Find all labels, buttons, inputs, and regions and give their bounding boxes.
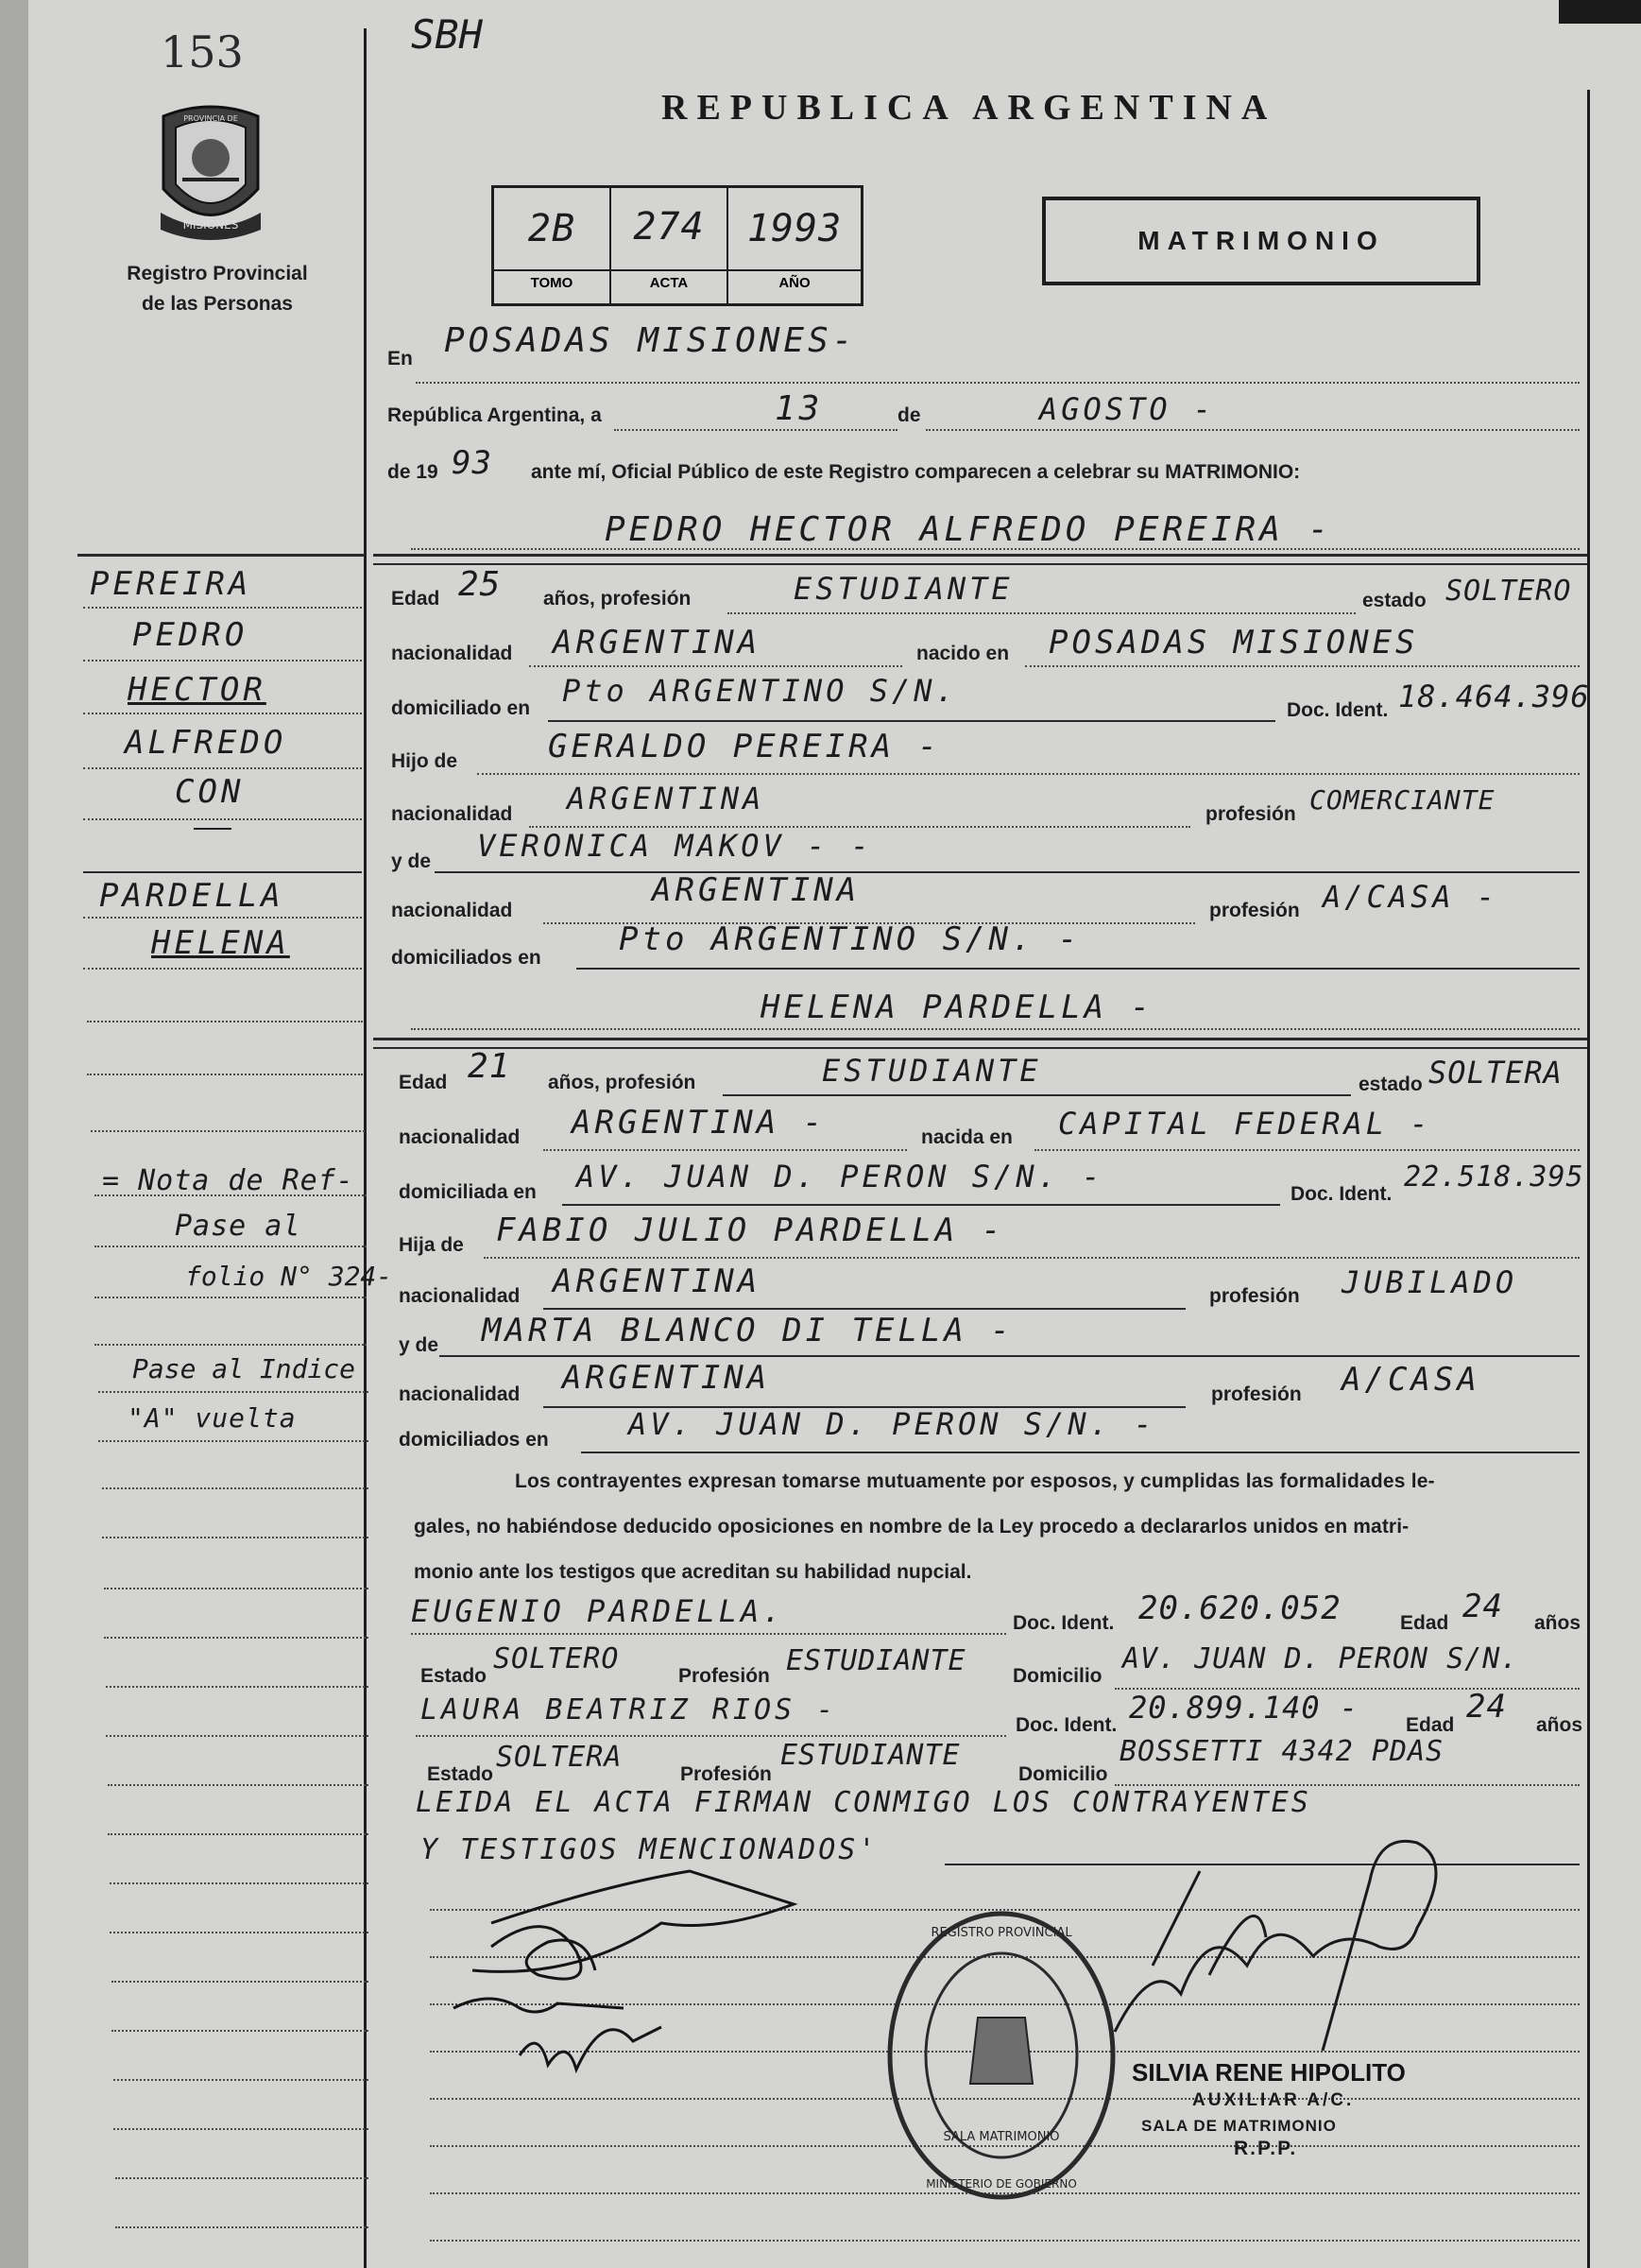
bride-father: FABIO JULIO PARDELLA - [496, 1211, 1005, 1249]
label: Profesión [678, 1665, 770, 1687]
witness-2-age: 24 [1466, 1688, 1507, 1726]
bride-mother-profession: A/CASA [1342, 1361, 1480, 1399]
margin-con: CON [175, 773, 245, 811]
groom-profession: ESTUDIANTE [794, 571, 1014, 607]
bride-father-profession: JUBILADO [1342, 1264, 1518, 1300]
corner-shadow [1559, 0, 1641, 24]
label: nacionalidad [391, 900, 513, 921]
dotted-line [94, 1297, 367, 1298]
solid-line [435, 871, 1580, 873]
dotted-line [411, 548, 1580, 550]
official-dept: SALA DE MATRIMONIO [1141, 2117, 1337, 2135]
country-title: REPUBLICA ARGENTINA [661, 88, 1277, 128]
dotted-line [1034, 1149, 1580, 1151]
margin-surname-2: PARDELLA [99, 877, 284, 915]
dotted-line [111, 1981, 368, 1983]
groom-full-name: PEDRO HECTOR ALFREDO PEREIRA - [605, 510, 1333, 549]
dotted-line [83, 660, 362, 662]
witness-2-status: SOLTERA [496, 1741, 623, 1774]
label: y de [391, 850, 432, 872]
groom-mother-nationality: ARGENTINA [652, 871, 861, 909]
label: años [1534, 1612, 1581, 1634]
witness-1-doc: 20.620.052 [1138, 1589, 1342, 1627]
label: nacionalidad [399, 1383, 521, 1405]
margin-name-4: HELENA [151, 924, 290, 962]
margin-note-4: Pase al Indice [132, 1353, 356, 1384]
party-signatures [435, 1866, 803, 2093]
bride-age: 21 [468, 1047, 511, 1086]
solid-line [581, 1452, 1580, 1453]
groom-father-profession: COMERCIANTE [1309, 784, 1496, 816]
official-role: AUXILIAR A/C. [1192, 2090, 1355, 2110]
witness-1-name: EUGENIO PARDELLA. [411, 1593, 785, 1629]
groom-father: GERALDO PEREIRA - [548, 728, 941, 765]
declaration-line-1: Los contrayentes expresan tomarse mutuamente por esposos, y cumplidas las formalidades le- [515, 1470, 1435, 1492]
de-label: de [897, 404, 921, 426]
witness-1-address: AV. JUAN D. PERON S/N. [1122, 1642, 1519, 1675]
section-rule [373, 1047, 1587, 1049]
ano-value: 1993 [746, 207, 843, 250]
label: Estado [420, 1665, 487, 1687]
dotted-line [83, 917, 362, 919]
dotted-line [1025, 665, 1580, 667]
bride-father-nationality: ARGENTINA [553, 1263, 761, 1300]
dotted-line [926, 429, 1580, 431]
bride-mother-nationality: ARGENTINA [562, 1359, 771, 1397]
section-rule [373, 1038, 1587, 1040]
label: profesión [1211, 1383, 1302, 1405]
label: Edad [1400, 1612, 1449, 1634]
label: Doc. Ident. [1016, 1714, 1118, 1736]
label: nacionalidad [399, 1126, 521, 1148]
margin-name-1: PEDRO [132, 616, 248, 654]
dotted-line [543, 1149, 907, 1151]
dotted-line [104, 1588, 368, 1589]
dotted-line [727, 612, 1356, 614]
dotted-line [87, 1021, 363, 1022]
dotted-line [115, 2177, 368, 2179]
dotted-line [83, 767, 362, 769]
document-type-box [1042, 197, 1480, 285]
label: y de [399, 1334, 439, 1356]
label: domiciliado en [391, 697, 531, 719]
groom-age: 25 [458, 565, 502, 604]
dotted-line [113, 2079, 368, 2081]
section-rule [373, 554, 1587, 557]
binding-edge [0, 0, 28, 2268]
label: Hija de [399, 1234, 464, 1256]
bride-profession: ESTUDIANTE [822, 1053, 1042, 1089]
record-box [491, 185, 863, 306]
dotted-line [102, 1537, 368, 1538]
witness-2-profession: ESTUDIANTE [780, 1739, 961, 1772]
label: Domicilio [1013, 1665, 1103, 1687]
margin-note-1: = Nota de Ref- [102, 1164, 354, 1197]
dotted-line [411, 1028, 1580, 1030]
place-value: POSADAS MISIONES- [444, 321, 857, 360]
label: nacionalidad [391, 803, 513, 825]
dotted-line [83, 607, 362, 609]
label: nacionalidad [399, 1285, 521, 1307]
label: Domicilio [1018, 1763, 1108, 1785]
acta-value: 274 [633, 205, 705, 249]
dotted-line [416, 382, 1580, 384]
label: Doc. Ident. [1291, 1183, 1393, 1205]
dotted-line [83, 818, 362, 820]
year-prefix: de 19 [387, 461, 438, 483]
en-label: En [387, 348, 413, 369]
document-type: MATRIMONIO [1137, 226, 1385, 255]
dotted-line [94, 1246, 367, 1247]
dotted-line [102, 1487, 368, 1489]
dotted-line [115, 2226, 368, 2228]
dotted-line [87, 1074, 363, 1075]
svg-text:SALA MATRIMONIO: SALA MATRIMONIO [943, 2130, 1060, 2144]
label: profesión [1209, 1285, 1300, 1307]
right-border [1587, 90, 1590, 2268]
margin-note-2: Pase al [175, 1210, 301, 1243]
solid-line [439, 1355, 1580, 1357]
groom-doc: 18.464.396 [1398, 679, 1590, 714]
bride-full-name: HELENA PARDELLA - [761, 988, 1154, 1026]
margin-surname-1: PEREIRA [90, 565, 252, 603]
bride-birthplace: CAPITAL FEDERAL - [1058, 1106, 1432, 1142]
witness-1-age: 24 [1462, 1588, 1503, 1625]
label: domiciliados en [391, 947, 541, 969]
tomo-value: 2B [527, 207, 576, 250]
statement-text: ante mí, Oficial Público de este Registro comparecen a celebrar su MATRIMONIO: [531, 461, 1301, 483]
witness-2-doc: 20.899.140 - [1129, 1690, 1359, 1726]
dotted-line [430, 2240, 1580, 2242]
official-name: SILVIA RENE HIPOLITO [1132, 2058, 1406, 2087]
dotted-line [484, 1257, 1580, 1259]
groom-civil-status: SOLTERO [1445, 575, 1572, 608]
solid-line [83, 871, 362, 873]
solid-line [543, 1308, 1186, 1310]
republic-label: República Argentina, a [387, 404, 602, 426]
section-rule [373, 563, 1587, 565]
label: nacionalidad [391, 643, 513, 664]
dotted-line [416, 1735, 1006, 1737]
declaration-line-3: monio ante los testigos que acreditan su habilidad nupcial. [414, 1561, 972, 1583]
office-name-line1: Registro Provincial [127, 263, 308, 284]
dotted-line [529, 665, 902, 667]
svg-text:PROVINCIA DE: PROVINCIA DE [183, 114, 238, 123]
groom-birthplace: POSADAS MISIONES [1049, 624, 1419, 662]
declaration-line-2: gales, no habiéndose deducido oposiciones en nombre de la Ley procedo a declararlos unidos en matri- [414, 1516, 1410, 1538]
label: domiciliados en [399, 1429, 549, 1451]
dotted-line [91, 1130, 365, 1132]
label: años, profesión [548, 1072, 696, 1093]
dotted-line [477, 773, 1580, 775]
office-name-line2: de las Personas [142, 293, 293, 315]
dotted-line [110, 1882, 368, 1884]
bride-nationality: ARGENTINA - [572, 1104, 827, 1142]
top-scribble: SBH [411, 11, 483, 58]
label: Doc. Ident. [1013, 1612, 1115, 1634]
label: años, profesión [543, 588, 692, 610]
bride-mother: MARTA BLANCO DI TELLA - [482, 1312, 1014, 1349]
margin-name-3: ALFREDO [125, 724, 287, 762]
page-number: 153 [161, 26, 244, 77]
label: años [1536, 1714, 1583, 1736]
label: Edad [391, 588, 440, 610]
dotted-line [94, 1344, 367, 1346]
label: profesión [1209, 900, 1300, 921]
margin-note-3: folio N° 324- [185, 1261, 393, 1292]
witness-1-status: SOLTERO [493, 1642, 620, 1675]
year-value: 93 [452, 444, 492, 482]
dotted-line [111, 2030, 368, 2032]
label: Profesión [680, 1763, 772, 1785]
margin-name-2: HECTOR [128, 671, 266, 709]
dotted-line [108, 1784, 368, 1786]
official-signature [1096, 1824, 1474, 2070]
closing-line-1: LEIDA EL ACTA FIRMAN CONMIGO LOS CONTRAYENTES [416, 1786, 1311, 1819]
label: nacida en [921, 1126, 1013, 1148]
label: profesión [1205, 803, 1296, 825]
bride-address: AV. JUAN D. PERON S/N. - [576, 1159, 1104, 1194]
official-seal [883, 1904, 1120, 2207]
label: Edad [399, 1072, 448, 1093]
witness-1-profession: ESTUDIANTE [786, 1644, 966, 1677]
dotted-line [108, 1833, 368, 1835]
official-office: R.P.P. [1234, 2138, 1298, 2159]
solid-line [548, 720, 1275, 722]
groom-nationality: ARGENTINA [553, 624, 761, 662]
dotted-line [614, 429, 897, 431]
bride-doc: 22.518.395 [1404, 1160, 1584, 1194]
groom-address: Pto ARGENTINO S/N. [562, 673, 958, 709]
dotted-line [83, 713, 362, 714]
label: Estado [427, 1763, 494, 1785]
groom-parents-address: Pto ARGENTINO S/N. - [619, 920, 1082, 958]
label: domiciliada en [399, 1181, 537, 1203]
witness-2-name: LAURA BEATRIZ RIOS - [420, 1693, 838, 1727]
dotted-line [94, 1194, 367, 1196]
dotted-line [113, 2128, 368, 2130]
bride-civil-status: SOLTERA [1428, 1055, 1563, 1091]
groom-mother: VERONICA MAKOV - - [477, 828, 873, 864]
closing-line-2: Y TESTIGOS MENCIONADOS' [420, 1833, 879, 1866]
witness-2-address: BOSSETTI 4342 PDAS [1120, 1735, 1444, 1768]
svg-text:MINISTERIO DE GOBIERNO: MINISTERIO DE GOBIERNO [926, 2177, 1077, 2191]
svg-text:REGISTRO PROVINCIAL: REGISTRO PROVINCIAL [931, 1926, 1072, 1940]
dotted-line [98, 1440, 368, 1442]
solid-line [562, 1204, 1280, 1206]
label: Edad [1406, 1714, 1455, 1736]
groom-mother-profession: A/CASA - [1323, 879, 1499, 915]
month-value: AGOSTO - [1039, 391, 1216, 427]
dotted-line [411, 1633, 1006, 1635]
ano-label: AÑO [778, 275, 811, 291]
province-emblem [149, 99, 272, 241]
solid-line [723, 1094, 1351, 1096]
dotted-line [104, 1637, 368, 1639]
tomo-label: TOMO [530, 275, 573, 291]
label: Hijo de [391, 750, 458, 772]
label: Doc. Ident. [1287, 699, 1389, 721]
day-value: 13 [775, 389, 824, 428]
groom-father-nationality: ARGENTINA [567, 781, 765, 816]
label: nacido en [916, 643, 1010, 664]
margin-note-5: "A" vuelta [128, 1402, 297, 1434]
margin-dash [194, 828, 231, 830]
label: estado [1362, 590, 1427, 611]
solid-line [576, 968, 1580, 970]
dotted-line [83, 968, 362, 970]
svg-text:MISIONES: MISIONES [182, 218, 239, 232]
bride-parents-address: AV. JUAN D. PERON S/N. - [628, 1406, 1156, 1442]
dotted-line [106, 1735, 368, 1737]
dotted-line [110, 1932, 368, 1933]
acta-label: ACTA [649, 275, 689, 291]
dotted-line [98, 1391, 368, 1393]
margin-rule [77, 554, 365, 557]
label: estado [1359, 1074, 1423, 1095]
dotted-line [106, 1686, 368, 1688]
